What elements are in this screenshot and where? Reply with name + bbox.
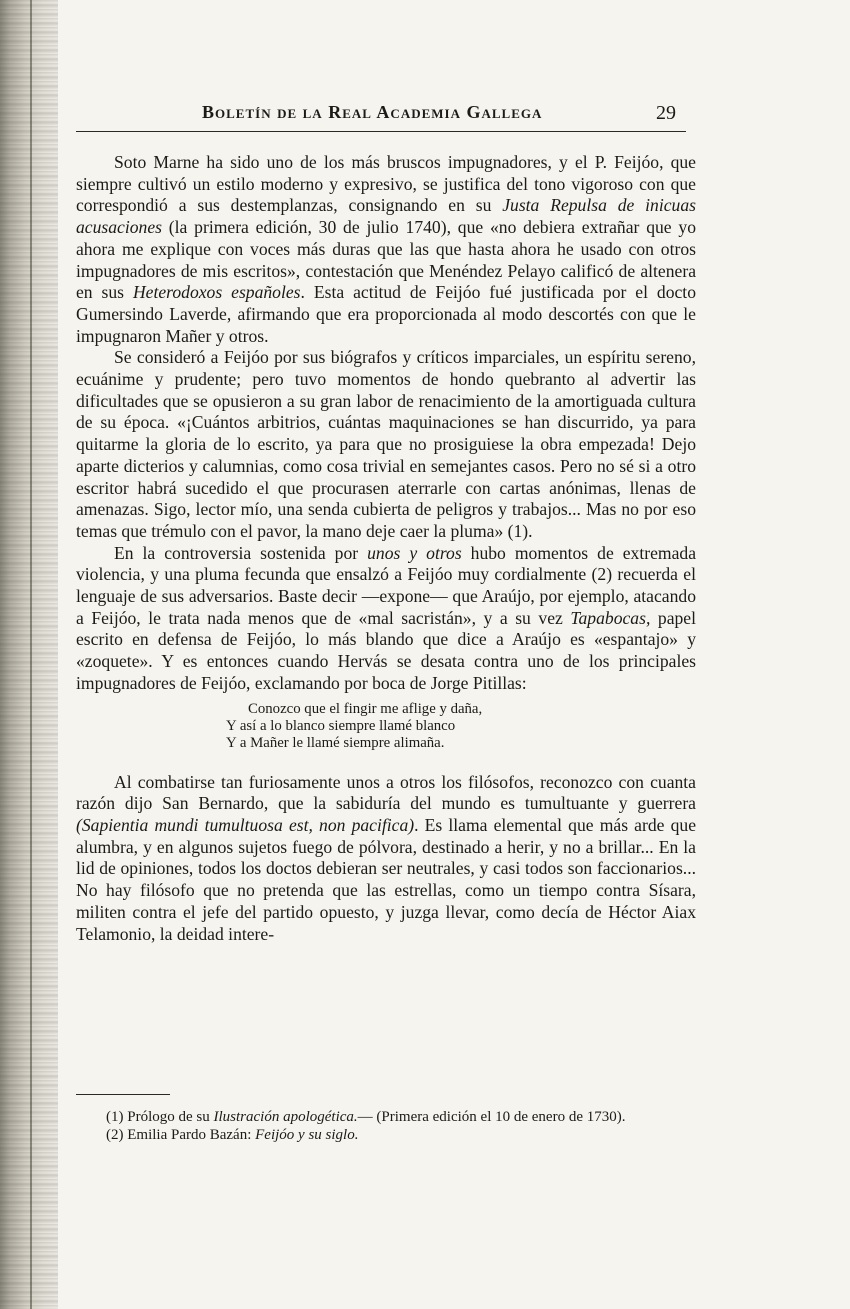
header-rule [76,131,686,132]
paragraph-2 [76,347,696,542]
text-run: Al combatirse tan furiosamente unos a otros los filósofos, reconozco con cuanta razón dijo San Bernardo, que la sabiduría del mundo es tumultuante y guerrera [76,771,696,814]
italic-text-run: unos y otros [367,542,462,563]
paragraph-4 [76,772,696,946]
text-run: hubo momentos de extremada violencia, y una pluma fecunda que ensalzó a Feijóo muy cordialmente (2) recuerda el lenguaje de sus adversarios. Baste decir —expone— que Araújo, por ejemplo, atacando a Feijóo, le trata nada menos que de «mal sacristán», y a su vez [76,542,697,628]
book-page [76,0,698,1309]
paragraph-1 [76,152,696,347]
footnote-rule [76,1094,170,1095]
verse-quotation [76,701,696,752]
running-head [76,100,698,128]
footnote-1 [76,1108,696,1126]
text-run: — (Primera edición el 10 de enero de 1730). [357,1109,626,1125]
text-run: papel escrito en defensa de Feijóo, lo más blando que dice a Araújo es «espantajo» y «zoquete». Y es entonces cuando Hervás se desata contra uno de los principales impugnadores de Feijóo, exclamando por boca de Jorge Pitillas: [76,607,696,693]
text-run: En la controversia sostenida por [114,542,368,563]
footnote-2 [76,1126,696,1144]
footnotes [76,1108,696,1144]
italic-text-run: Feijóo y su siglo. [255,1127,359,1143]
body-text [76,152,696,945]
page-number: 29 [656,102,676,124]
text-run: (la primera edición, 30 de julio 1740), que «no debiera extrañar que yo ahora me explique con voces más duras que las que hasta ahora he usado con otros impugnadores de mis escritos», contestación que Menéndez Pelayo calificó de altenera en sus [76,217,696,303]
text-run: (1) Prólogo de su [106,1109,214,1125]
text-run: Se consideró a Feijóo por sus biógrafos y críticos imparciales, un espíritu sereno, ecuánime y prudente; pero tuvo momentos de hondo quebranto al advertir las dificultades que se opusieron a su gran labor de renacimiento de la amortiguada cultura de su época. «¡Cuántos arbitrios, cuántas maquinaciones se han discurrido, ya para quitarme la gloria de lo escrito, ya para que no prosiguiese la obra empezada! Dejo aparte dicterios y calumnias, como cosa trivial en semejantes casos. Pero no sé si a otro escritor habrá sucedido el que procurasen aterrarle con cartas anónimas, llenas de amenazas. Sigo, lector mío, una senda cubierta de peligros y trabajos... Mas no por eso temas que trémulo con el pavor, la mano deje caer la pluma» (1). [76,347,696,541]
italic-text-run: Ilustración apologética. [213,1109,358,1125]
scanned-page-binding-edge [0,0,58,1309]
text-run: (2) Emilia Pardo Bazán: [106,1127,256,1143]
verse-line-3: Y a Mañer le llamé siempre alimaña. [226,734,445,751]
verse-line-1: Conozco que el fingir me aflige y daña, [248,700,483,717]
text-run: . Esta actitud de Feijóo fué justificada por el docto Gumersindo Laverde, afirmando que era proporcionada al modo descortés con que le impugnaron Mañer y otros. [76,282,696,346]
italic-text-run: (Sapientia mundi tumultuosa est, non pacifica) [76,814,415,835]
italic-text-run: Justa Repulsa de inicuas acusaciones [76,195,696,238]
italic-text-run: Heterodoxos españoles [132,282,301,303]
binding-shadow-line [30,0,32,1309]
paragraph-3 [76,543,696,695]
verse-line-2: Y así a lo blanco siempre llamé blanco [226,717,456,734]
journal-title: Boletín de la Real Academia Gallega [202,102,543,122]
text-run: . Es llama elemental que más arde que alumbra, y en algunos sujetos fuego de pólvora, destinado a herir, y no a brillar... En la lid de opiniones, todos los doctos debieran ser neutrales, y casi todos son faccionarios... No hay filósofo que no pretenda que las estrellas, como un tiempo contra Sísara, militen contra el jefe del partido opuesto, y juzga llevar, como decía de Héctor Aiax Telamonio, la deidad intere- [76,814,697,944]
text-run: Soto Marne ha sido uno de los más bruscos impugnadores, y el P. Feijóo, que siempre cultivó un estilo moderno y expresivo, se justifica del tono vigoroso con que correspondió a sus destemplanzas, consignando en su [76,152,696,216]
italic-text-run: Tapabocas, [570,607,651,628]
